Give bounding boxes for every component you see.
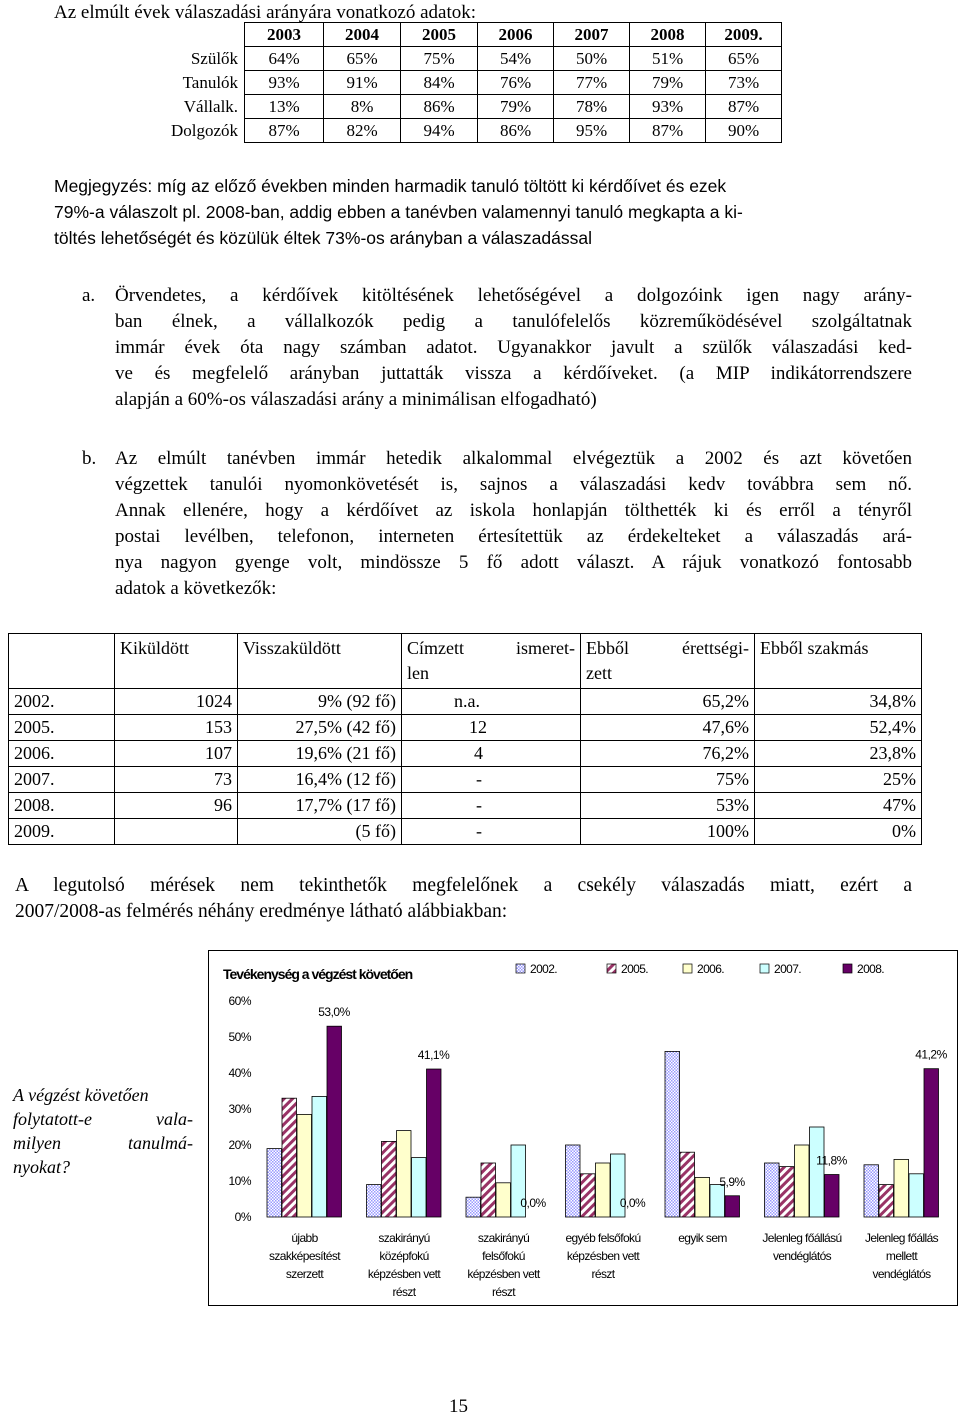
note-line: 79%-a válaszolt pl. 2008-ban, addig ebben a tanévben valamennyi tanuló megkapta a ki- bbox=[54, 202, 743, 222]
bar-2007-4 bbox=[710, 1185, 725, 1217]
category-label: vendéglátós bbox=[872, 1267, 931, 1281]
table-cell: 16,4% (12 fő) bbox=[238, 767, 402, 793]
bar-2008-0 bbox=[327, 1026, 342, 1217]
table-cell: 90% bbox=[706, 119, 782, 143]
table-cell: 94% bbox=[401, 119, 478, 143]
table-cell: 34,8% bbox=[755, 689, 922, 715]
note-line: töltés lehetőségét és közülük éltek 73%-os arányban a válaszadással bbox=[54, 228, 592, 248]
table-cell: 87% bbox=[630, 119, 706, 143]
table-cell: 93% bbox=[630, 95, 706, 119]
bar-2006-4 bbox=[695, 1177, 710, 1217]
y-tick-label: 40% bbox=[228, 1066, 251, 1080]
table-cell: 65% bbox=[706, 47, 782, 71]
chart-title: Tevékenység a végzést követően bbox=[223, 966, 413, 982]
y-tick-label: 50% bbox=[228, 1030, 251, 1044]
category-label: újabb bbox=[291, 1231, 318, 1245]
category-label: szakirányú bbox=[378, 1231, 430, 1245]
category-label: képzésben vett bbox=[566, 1249, 640, 1263]
bar-2007-5 bbox=[810, 1127, 825, 1217]
category-label: mellett bbox=[885, 1249, 918, 1263]
table-cell: 73% bbox=[706, 71, 782, 95]
legend-swatch bbox=[516, 964, 525, 973]
bar-2007-1 bbox=[412, 1158, 427, 1217]
bar-2006-3 bbox=[596, 1163, 611, 1217]
table-cell: 50% bbox=[554, 47, 630, 71]
table-row bbox=[167, 95, 782, 119]
item-a-line: alapján a 60%-os válaszadási arány a minimálisan elfogadható) bbox=[115, 389, 597, 410]
response-rate-table bbox=[167, 22, 782, 143]
legend-label: 2005. bbox=[621, 962, 649, 976]
table-cell: 17,7% (17 fő) bbox=[238, 793, 402, 819]
bar-2008-4 bbox=[725, 1196, 740, 1217]
y-tick-label: 0% bbox=[234, 1210, 251, 1224]
closing-line: 2007/2008-as felmérés néhány eredménye látható alábbiakban: bbox=[15, 901, 508, 922]
bar-chart bbox=[209, 951, 957, 1305]
item-b-line: nya nagyon gyenge volt, mindössze 5 fő adott választ. A rájuk vonatkozó fontosabb bbox=[115, 552, 912, 573]
year-header: 2003 bbox=[245, 23, 324, 47]
item-b-paragraph bbox=[115, 446, 912, 602]
table-header-row bbox=[9, 634, 922, 689]
table-cell: 51% bbox=[630, 47, 706, 71]
row-label: Vállalk. bbox=[183, 97, 239, 116]
chart-legend bbox=[516, 962, 884, 976]
item-a-line: ban élnek, a vállalkozók pedig a tanulófelelős közreműködésével szolgáltatnak bbox=[115, 311, 912, 332]
category-label: szakképesítést bbox=[269, 1249, 340, 1263]
table-cell: 25% bbox=[755, 767, 922, 793]
bar-2002-0 bbox=[267, 1149, 282, 1217]
table-row bbox=[9, 741, 922, 767]
table-cell: 75% bbox=[581, 767, 755, 793]
category-label: egyéb felsőfokú bbox=[565, 1231, 641, 1245]
table-cell: 53% bbox=[581, 793, 755, 819]
table-row bbox=[9, 819, 922, 845]
table-cell: 1024 bbox=[115, 689, 238, 715]
note-paragraph bbox=[54, 173, 912, 251]
table-cell: 100% bbox=[581, 819, 755, 845]
legend-label: 2008. bbox=[857, 962, 885, 976]
table-row bbox=[9, 715, 922, 741]
category-label: vendéglátós bbox=[772, 1249, 832, 1263]
table-cell: 73 bbox=[115, 767, 238, 793]
table-cell: 82% bbox=[324, 119, 401, 143]
table-cell: 0% bbox=[755, 819, 922, 845]
item-b-line: postai levélben, telefonon, interneten értesítettük az érdekelteket a válaszadás ará- bbox=[115, 526, 912, 547]
legend-swatch bbox=[683, 964, 692, 973]
data-label: 0,0% bbox=[520, 1196, 546, 1210]
table-cell: 95% bbox=[554, 119, 630, 143]
header-cell-line: zett bbox=[586, 663, 612, 683]
item-b-line: Annak ellenére, hogy a kérdőívet az iskola honlapján tölthették ki és erről a tényről bbox=[115, 500, 912, 521]
data-label: 11,8% bbox=[816, 1153, 847, 1168]
category-label: Jelenleg főállás bbox=[864, 1231, 939, 1245]
row-label: Tanulók bbox=[182, 73, 239, 92]
note-line: Megjegyzés: míg az előző években minden harmadik tanuló töltött ki kérdőívet és ezek bbox=[54, 176, 727, 196]
category-label: egyik sem bbox=[678, 1231, 727, 1245]
table-cell: 79% bbox=[478, 95, 554, 119]
table-cell: 13% bbox=[245, 95, 324, 119]
category-label: részt bbox=[491, 1285, 516, 1299]
table-cell: 75% bbox=[401, 47, 478, 71]
bar-2008-1 bbox=[427, 1069, 442, 1217]
table-cell: 153 bbox=[115, 715, 238, 741]
table-cell: 87% bbox=[245, 119, 324, 143]
legend-label: 2006. bbox=[697, 962, 725, 976]
y-tick-label: 60% bbox=[228, 994, 251, 1008]
table-cell: 79% bbox=[630, 71, 706, 95]
intro-text: Az elmúlt évek válaszadási arányára vonatkozó adatok: bbox=[54, 2, 477, 23]
bar-2002-2 bbox=[466, 1197, 481, 1217]
header-cell: Kiküldött bbox=[115, 634, 238, 689]
year-header: 2006 bbox=[478, 23, 554, 47]
data-label: 53,0% bbox=[318, 1005, 350, 1020]
header-cell bbox=[581, 634, 755, 689]
bar-2002-4 bbox=[665, 1051, 680, 1217]
bar-2005-3 bbox=[581, 1174, 596, 1217]
bar-2006-1 bbox=[397, 1131, 412, 1217]
table-cell: 47,6% bbox=[581, 715, 755, 741]
table-cell: 23,8% bbox=[755, 741, 922, 767]
table-cell: 54% bbox=[478, 47, 554, 71]
table-cell: - bbox=[402, 819, 581, 845]
table-cell: - bbox=[402, 767, 581, 793]
bar-2007-6 bbox=[909, 1174, 924, 1217]
item-a-line: Örvendetes, a kérdőívek kitöltésének lehetőségével a dolgozóink igen nagy arány- bbox=[115, 285, 912, 306]
item-a-paragraph bbox=[115, 283, 912, 413]
item-a-line: immár évek óta nagy számban adatot. Ugyanakkor javult a szülők válaszadási ked- bbox=[115, 337, 912, 358]
table-cell: 96 bbox=[115, 793, 238, 819]
table-cell: 76% bbox=[478, 71, 554, 95]
bar-2005-0 bbox=[282, 1098, 297, 1217]
table-cell: - bbox=[402, 793, 581, 819]
year-header: 2009. bbox=[706, 23, 782, 47]
table-cell: 91% bbox=[324, 71, 401, 95]
table-row bbox=[9, 793, 922, 819]
item-b-line: Az elmúlt tanévben immár hetedik alkalommal elvégeztük a 2002 és azt követően bbox=[115, 448, 912, 469]
table-corner bbox=[167, 23, 245, 47]
bar-2006-0 bbox=[297, 1114, 312, 1217]
table-cell: 19,6% (21 fő) bbox=[238, 741, 402, 767]
year-header: 2008 bbox=[630, 23, 706, 47]
bar-2006-5 bbox=[795, 1145, 810, 1217]
table-cell: 4 bbox=[402, 741, 581, 767]
closing-paragraph bbox=[15, 873, 912, 925]
category-label: képzésben vett bbox=[467, 1267, 540, 1281]
year-cell: 2009. bbox=[9, 819, 115, 845]
bar-2007-0 bbox=[312, 1096, 327, 1217]
table-cell: 107 bbox=[115, 741, 238, 767]
bar-2005-4 bbox=[680, 1152, 695, 1217]
bar-group bbox=[267, 1026, 939, 1217]
category-label: képzésben vett bbox=[367, 1267, 441, 1281]
page-number: 15 bbox=[449, 1396, 468, 1417]
bar-2002-3 bbox=[566, 1145, 581, 1217]
y-tick-label: 20% bbox=[228, 1138, 251, 1152]
item-b-line: adatok a következők: bbox=[115, 578, 277, 599]
table-row bbox=[167, 119, 782, 143]
side-question-line: A végzést követően bbox=[13, 1085, 149, 1105]
category-label: szerzett bbox=[285, 1267, 324, 1281]
table-cell: 78% bbox=[554, 95, 630, 119]
header-cell-line: len bbox=[407, 663, 429, 683]
category-label: Jelenleg főállású bbox=[762, 1231, 842, 1245]
header-cell-empty bbox=[9, 634, 115, 689]
bar-2005-2 bbox=[481, 1163, 496, 1217]
legend-swatch bbox=[760, 964, 769, 973]
year-cell: 2006. bbox=[9, 741, 115, 767]
side-question bbox=[13, 1083, 193, 1179]
side-question-line: folytatott-e vala- bbox=[13, 1109, 193, 1129]
category-label: középfokú bbox=[379, 1249, 429, 1263]
table-cell: 8% bbox=[324, 95, 401, 119]
header-cell-line: Ebből érettségi- bbox=[586, 638, 749, 658]
bar-2005-5 bbox=[780, 1167, 795, 1217]
year-cell: 2007. bbox=[9, 767, 115, 793]
side-question-line: nyokat? bbox=[13, 1157, 70, 1177]
year-header: 2005 bbox=[401, 23, 478, 47]
bar-2006-2 bbox=[496, 1183, 511, 1217]
table-row bbox=[9, 767, 922, 793]
category-label: szakirányú bbox=[477, 1231, 530, 1245]
table-cell: 12 bbox=[402, 715, 581, 741]
table-header-row bbox=[167, 23, 782, 47]
table-cell: 65% bbox=[324, 47, 401, 71]
table-cell: 47% bbox=[755, 793, 922, 819]
table-cell: 93% bbox=[245, 71, 324, 95]
bar-2005-1 bbox=[382, 1141, 397, 1217]
year-cell: 2002. bbox=[9, 689, 115, 715]
bar-2008-6 bbox=[924, 1069, 939, 1217]
table-row bbox=[167, 47, 782, 71]
year-cell: 2008. bbox=[9, 793, 115, 819]
bar-2005-6 bbox=[879, 1185, 894, 1217]
table-cell: (5 fő) bbox=[238, 819, 402, 845]
year-header: 2004 bbox=[324, 23, 401, 47]
header-cell: Visszaküldött bbox=[238, 634, 402, 689]
legend-label: 2002. bbox=[530, 962, 558, 976]
table-cell: 84% bbox=[401, 71, 478, 95]
table-cell: 86% bbox=[401, 95, 478, 119]
y-tick-label: 30% bbox=[228, 1102, 251, 1116]
header-cell bbox=[402, 634, 581, 689]
closing-line: A legutolsó mérések nem tekinthetők megfelelőnek a csekély válaszadás miatt, ezért a bbox=[15, 875, 912, 896]
row-label: Dolgozók bbox=[171, 121, 239, 140]
row-label: Szülők bbox=[190, 49, 239, 68]
header-cell-line: Címzett ismeret- bbox=[407, 638, 575, 658]
data-label: 0,0% bbox=[619, 1196, 646, 1210]
item-b-marker: b. bbox=[82, 448, 97, 469]
table-cell: 9% (92 fő) bbox=[238, 689, 402, 715]
y-axis bbox=[228, 994, 251, 1224]
table-cell: 52,4% bbox=[755, 715, 922, 741]
table-row bbox=[9, 689, 922, 715]
category-label: részt bbox=[591, 1267, 615, 1281]
item-a-marker: a. bbox=[82, 285, 96, 306]
category-label: felsőfokú bbox=[482, 1249, 525, 1263]
legend-swatch bbox=[607, 964, 616, 973]
bar-2002-5 bbox=[765, 1163, 780, 1217]
legend-label: 2007. bbox=[774, 962, 802, 976]
table-cell: 76,2% bbox=[581, 741, 755, 767]
table-cell: 27,5% (42 fő) bbox=[238, 715, 402, 741]
table-cell: 65,2% bbox=[581, 689, 755, 715]
followup-table bbox=[8, 633, 922, 845]
bar-2008-5 bbox=[825, 1175, 840, 1217]
table-cell bbox=[115, 819, 238, 845]
table-cell: 64% bbox=[245, 47, 324, 71]
table-cell: 77% bbox=[554, 71, 630, 95]
side-question-line: milyen tanulmá- bbox=[13, 1133, 193, 1153]
year-header: 2007 bbox=[554, 23, 630, 47]
year-cell: 2005. bbox=[9, 715, 115, 741]
bar-2002-1 bbox=[367, 1185, 382, 1217]
table-row bbox=[167, 71, 782, 95]
table-cell: 87% bbox=[706, 95, 782, 119]
bar-2002-6 bbox=[864, 1165, 879, 1217]
table-cell: 86% bbox=[478, 119, 554, 143]
header-cell: Ebből szakmás bbox=[755, 634, 922, 689]
category-label: részt bbox=[392, 1285, 416, 1299]
table-cell: n.a. bbox=[402, 689, 581, 715]
y-tick-label: 10% bbox=[228, 1174, 251, 1188]
bar-2006-6 bbox=[894, 1159, 909, 1217]
data-label: 5,9% bbox=[719, 1174, 745, 1189]
item-a-line: ve és megfelelő arányban juttatták vissza a kérdőíveket. (a MIP indikátorrendszere bbox=[115, 363, 912, 384]
item-b-line: végzettek tanulói nyomonkövetését is, sajnos a válaszadási kedv továbbra sem nő. bbox=[115, 474, 912, 495]
x-axis-labels bbox=[269, 1231, 939, 1299]
legend-swatch bbox=[843, 964, 852, 973]
chart-frame bbox=[208, 950, 958, 1306]
data-label: 41,2% bbox=[915, 1047, 947, 1062]
data-label: 41,1% bbox=[417, 1048, 450, 1063]
